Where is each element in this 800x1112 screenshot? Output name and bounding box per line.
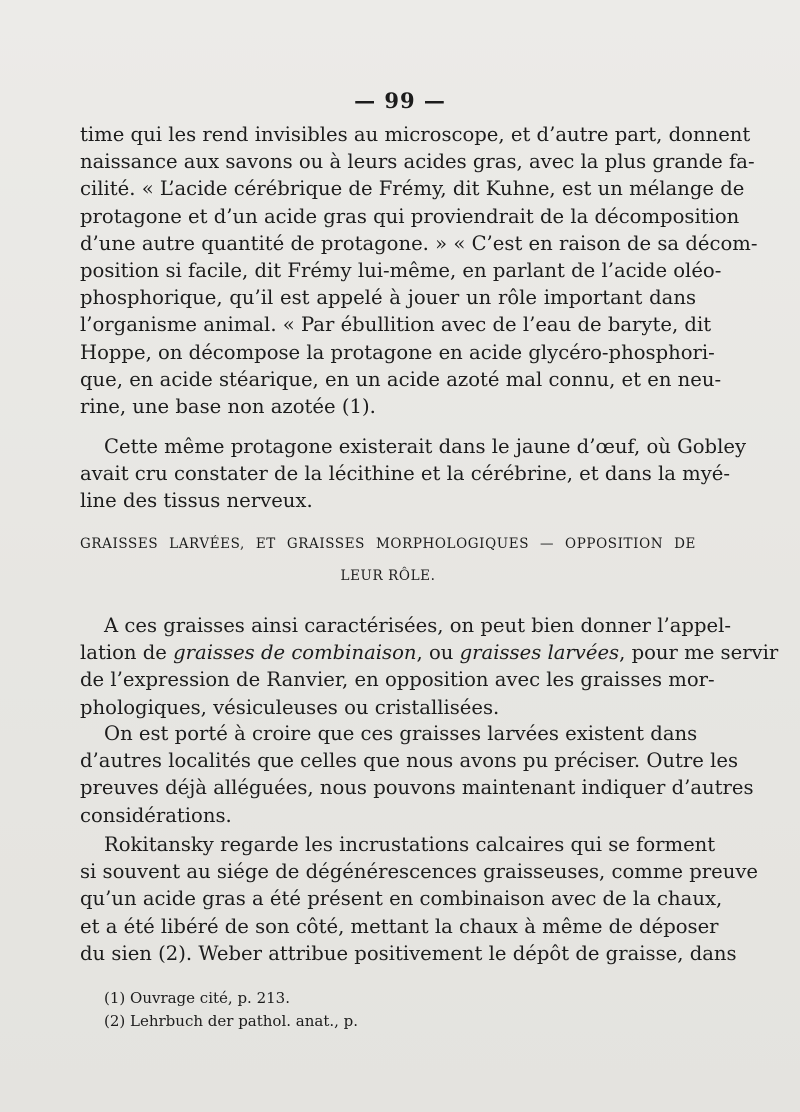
paragraph-jaune-oeuf <box>80 433 747 515</box>
paragraph-graisses-larvees <box>80 612 779 721</box>
text-line: d’autres localités que celles que nous avons pu préciser. Outre les <box>80 749 739 773</box>
text-line: phologiques, vésiculeuses ou cristallisées. <box>80 695 500 719</box>
paragraph-autres-localites <box>80 720 754 829</box>
text-segment: , pour me servir <box>619 641 779 665</box>
footnote: (2) Lehrbuch der pathol. anat., p. <box>104 1012 359 1030</box>
text-line: rine, une base non azotée (1). <box>80 394 376 418</box>
text-line: du sien (2). Weber attribue positivement le dépôt de graisse, dans <box>80 941 737 965</box>
text-line: avait cru constater de la lécithine et la cérébrine, et dans la myé- <box>80 462 731 486</box>
text-line: considérations. <box>80 803 232 827</box>
text-line-with-italics <box>80 639 779 666</box>
paragraph-rokitansky <box>80 831 759 967</box>
text-segment: , ou <box>416 641 460 665</box>
text-line: phosphorique, qu’il est appelé à jouer un rôle important dans <box>80 286 696 310</box>
italic-term: graisses de combinaison <box>173 641 417 665</box>
footnotes <box>104 987 358 1033</box>
text-segment: lation de <box>80 641 174 665</box>
text-line: de l’expression de Ranvier, en opposition avec les graisses mor- <box>80 668 715 692</box>
text-line: Cette même protagone existerait dans le jaune d’œuf, où Gobley <box>104 435 747 458</box>
text-line: Hoppe, on décompose la protagone en acide glycéro-phosphori- <box>80 340 715 364</box>
text-line: line des tissus nerveux. <box>80 489 313 513</box>
text-line: Rokitansky regarde les incrustations calcaires qui se forment <box>104 833 716 856</box>
page-number: — 99 — <box>354 88 446 113</box>
text-line: d’une autre quantité de protagone. » « C’est en raison de sa décom- <box>80 231 758 255</box>
text-line: position si facile, dit Frémy lui-même, en parlant de l’acide oléo- <box>80 258 722 282</box>
text-line: time qui les rend invisibles au microscope, et d’autre part, donnent <box>80 123 751 146</box>
text-line: On est porté à croire que ces graisses larvées existent dans <box>104 722 698 745</box>
heading-line-2: LEUR RÔLE. <box>340 568 436 584</box>
text-line: cilité. « L’acide cérébrique de Frémy, dit Kuhne, est un mélange de <box>80 177 745 201</box>
text-line: naissance aux savons ou à leurs acides gras, avec la plus grande fa- <box>80 150 755 174</box>
text-line: que, en acide stéarique, en un acide azoté mal connu, et en neu- <box>80 367 722 391</box>
section-heading <box>80 536 696 584</box>
text-line: et a été libéré de son côté, mettant la chaux à même de déposer <box>80 914 719 938</box>
text-line: l’organisme animal. « Par ébullition avec de l’eau de baryte, dit <box>80 313 712 337</box>
italic-term: graisses larvées <box>459 641 620 665</box>
footnote: (1) Ouvrage cité, p. 213. <box>104 989 290 1007</box>
text-line: qu’un acide gras a été présent en combinaison avec de la chaux, <box>80 887 723 911</box>
text-line: protagone et d’un acide gras qui proviendrait de la décomposition <box>80 204 740 228</box>
text-line: A ces graisses ainsi caractérisées, on peut bien donner l’appel- <box>104 614 731 637</box>
heading-line-1: GRAISSES LARVÉES, ET GRAISSES MORPHOLOGIQUES — OPPOSITION DE <box>80 536 696 552</box>
text-line: preuves déjà alléguées, nous pouvons maintenant indiquer d’autres <box>80 776 754 800</box>
text-line: si souvent au siége de dégénérescences graisseuses, comme preuve <box>80 860 759 884</box>
paragraph-protagone <box>80 121 758 420</box>
